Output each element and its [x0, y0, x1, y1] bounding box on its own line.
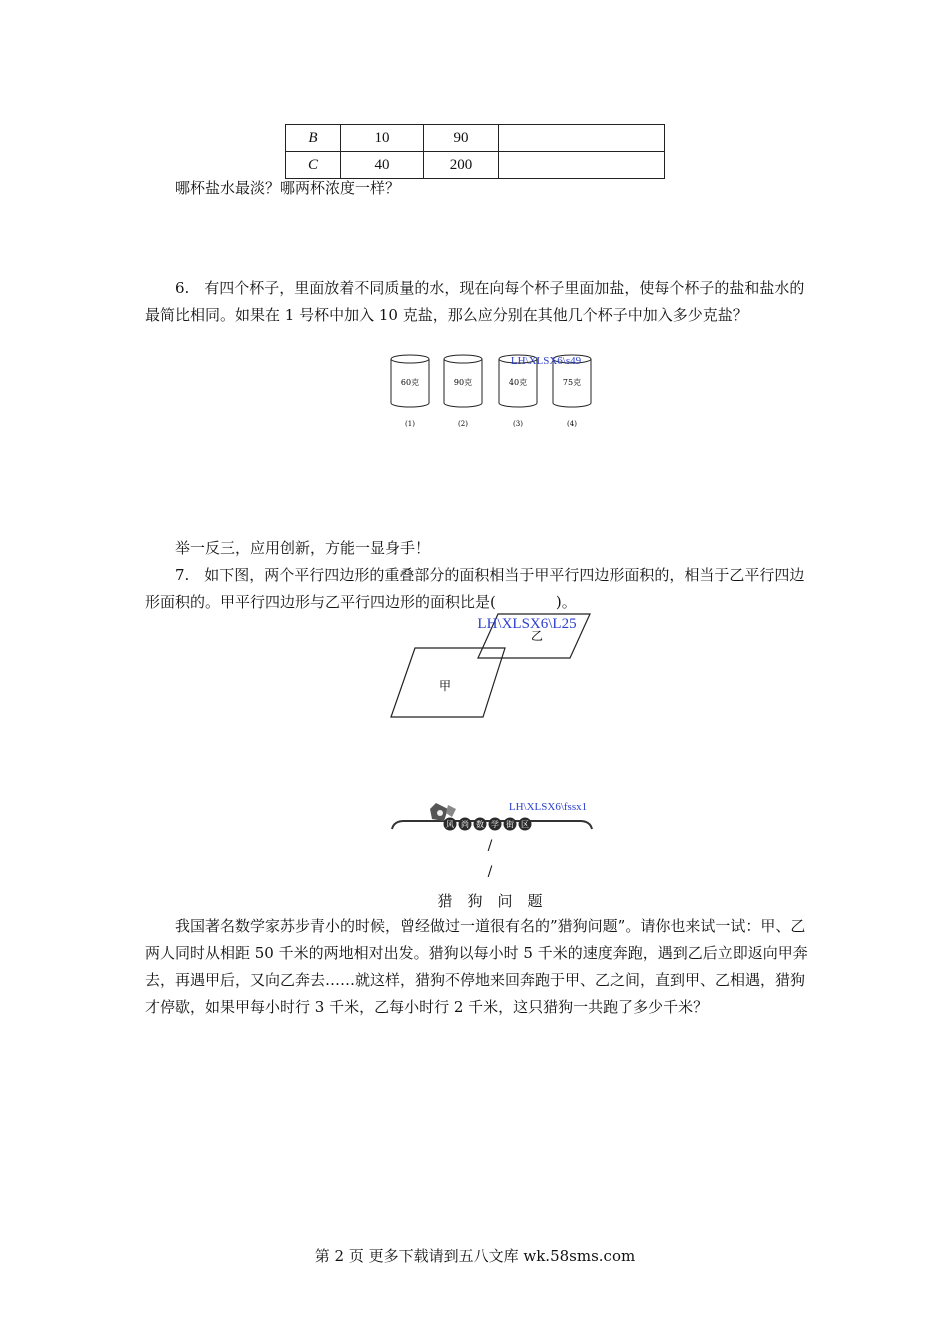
table-cell: C	[286, 152, 341, 179]
banner-char: 学	[491, 820, 499, 829]
banner-char: 数	[476, 820, 484, 829]
cup-index: (4)	[567, 420, 577, 428]
table-cell: 90	[424, 125, 499, 152]
figure-code: LH\XLSX6\fssx1	[508, 801, 588, 813]
salt-water-table	[285, 124, 665, 179]
q5-question: 哪杯盐水最淡？哪两杯浓度一样？	[175, 179, 401, 197]
banner-char: 区	[521, 820, 529, 829]
page-footer: 第 2 页 更多下载请到五八文库 wk.58sms.com	[314, 1247, 636, 1265]
label-jia: 甲	[438, 679, 452, 693]
q6-text: 6. 有四个杯子，里面放着不同质量的水，现在向每个杯子里面加盐，使每个杯子的盐和盐水的最简比相同。如果在 1 号杯中加入 10 克盐，那么应分别在其他几个杯子中加入多少克盐？	[145, 279, 805, 324]
table-cell: 40	[341, 152, 424, 179]
q7-text: 7. 如下图，两个平行四边形的重叠部分的面积相当于甲平行四边形面积的，相当于乙平行四边形面积的。甲平行四边形与乙平行四边形的面积比是( )。	[145, 566, 805, 611]
cup-2	[444, 355, 482, 428]
table-cell: 10	[341, 125, 424, 152]
cup-label: 60克	[400, 378, 420, 387]
banner-char: 尚	[461, 820, 469, 829]
table-cell	[499, 125, 665, 152]
cup-index: (2)	[458, 420, 468, 428]
section-heading: 举一反三，应用创新，方能一显身手！	[175, 539, 431, 557]
label-yi: 乙	[530, 629, 544, 643]
slash-mark: /	[487, 838, 493, 854]
cup-index: (1)	[405, 420, 415, 428]
banner-char: 街	[506, 820, 514, 829]
cup-label: 40克	[508, 378, 528, 387]
fashion-math-banner	[388, 797, 596, 833]
banner-char: 风	[446, 820, 454, 829]
table-cell: B	[286, 125, 341, 152]
cup-label: 90克	[453, 378, 473, 387]
figure-code: LH\XLSX6\L25	[477, 616, 577, 632]
story-text: 我国著名数学家苏步青小的时候，曾经做过一道很有名的”猎狗问题”。请你也来试一试：甲、乙两人同时从相距 50 千米的两地相对出发。猎狗以每小时 5 千米的速度奔跑，遇到乙后立即返向甲奔去，再遇甲后，又向乙奔去……就这样，猎狗不停地来回奔跑于甲、乙之间，直到甲、乙相遇，猎狗才停歇，如果甲每小时行 3 千米，乙每小时行 2 千米，这只猎狗一共跑了多少千米？	[145, 917, 808, 1016]
cup-1	[391, 355, 429, 428]
table-row	[286, 125, 665, 152]
cup-label: 75克	[562, 378, 582, 387]
parallelogram-figure	[385, 610, 605, 722]
table-cell: 200	[424, 152, 499, 179]
slash-mark: /	[487, 864, 493, 880]
cup-index: (3)	[513, 420, 523, 428]
cups-figure	[380, 348, 610, 433]
figure-code: LH\XLSX6\s49	[510, 355, 582, 367]
story-title: 猎 狗 问 题	[437, 892, 543, 910]
